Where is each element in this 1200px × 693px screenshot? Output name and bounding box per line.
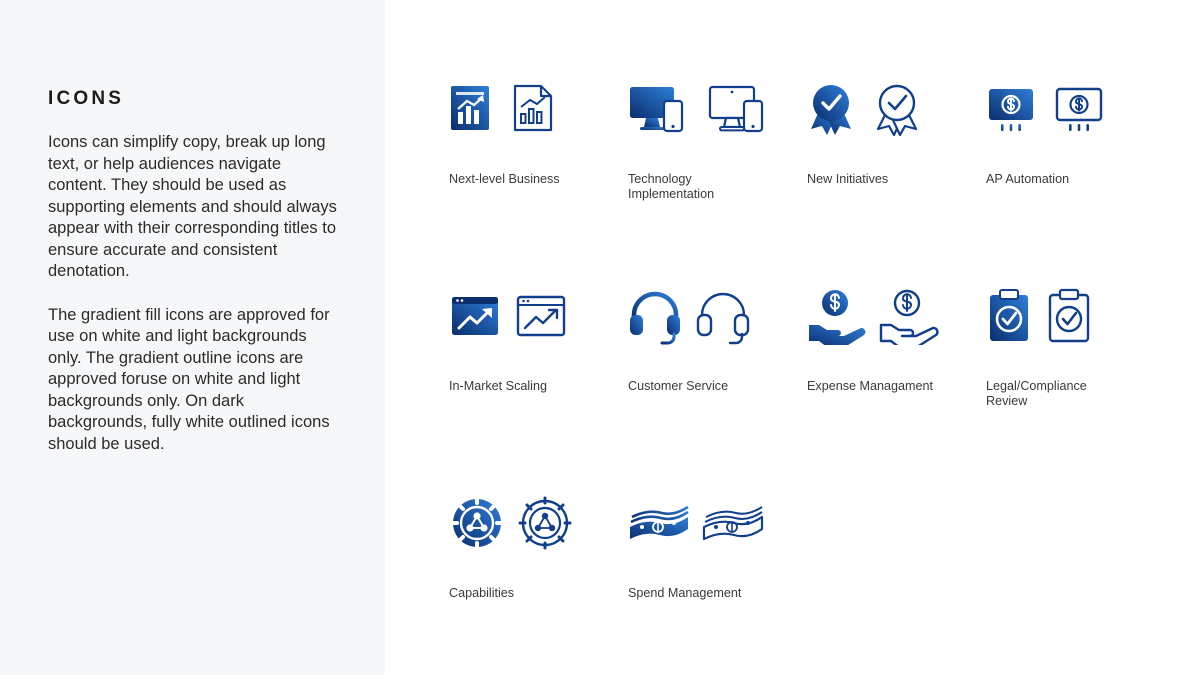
icon-caption: In-Market Scaling — [449, 379, 547, 393]
icon-cell-new-initiatives — [807, 72, 986, 279]
growth-chart-window-outline-icon — [515, 289, 569, 343]
icon-cell-legal-compliance-review — [986, 279, 1165, 486]
award-ribbon-check-outline-icon — [873, 81, 927, 137]
icon-pair — [628, 72, 807, 146]
icon-pair — [628, 486, 807, 560]
icon-caption: Spend Management — [628, 586, 742, 600]
sidebar — [0, 0, 385, 675]
icon-pair — [449, 486, 628, 560]
icon-caption: Capabilities — [449, 586, 515, 600]
icon-cell-spend-management — [628, 486, 807, 693]
icon-gallery — [385, 0, 1200, 675]
icon-caption: AP Automation — [986, 172, 1070, 186]
hand-dollar-outline-icon — [879, 287, 939, 345]
gear-network-outline-icon — [517, 494, 573, 552]
headset-outline-icon — [696, 287, 752, 345]
sidebar-paragraph-2: The gradient fill icons are approved for use on white and light backgrounds only. The gradient outline icons are approved foruse on white and light backgrounds only. On dark backgrounds, fully white outlined icons should be used. — [48, 305, 330, 453]
headset-filled-icon — [628, 287, 684, 345]
icon-pair — [449, 72, 628, 146]
cash-stack-outline-icon — [702, 499, 764, 547]
growth-chart-window-filled-icon — [449, 289, 503, 343]
bar-chart-document-outline-icon — [511, 82, 561, 136]
icon-pair — [449, 279, 628, 353]
icon-pair — [628, 279, 807, 353]
icon-caption: Expense Managament — [807, 379, 934, 393]
icon-caption: New Initiatives — [807, 172, 889, 186]
monitor-dollar-filled-icon — [986, 81, 1042, 137]
icon-grid — [449, 72, 1189, 693]
award-ribbon-check-filled-icon — [807, 81, 861, 137]
icon-caption: Next-level Business — [449, 172, 560, 186]
sidebar-paragraph-1: Icons can simplify copy, break up long text, or help audiences navigate content. They should be used as supporting elements and should always appear with their corresponding titles to ensure accurate and consistent denotation. — [48, 133, 337, 280]
icon-pair — [986, 72, 1165, 146]
desktop-mobile-filled-icon — [628, 81, 696, 137]
icon-pair — [807, 72, 986, 146]
icon-cell-in-market-scaling — [449, 279, 628, 486]
icon-cell-ap-automation — [986, 72, 1165, 279]
hand-dollar-filled-icon — [807, 287, 867, 345]
icon-caption: Technology Implementation — [628, 172, 715, 202]
icon-cell-customer-service — [628, 279, 807, 486]
clipboard-check-filled-icon — [986, 287, 1034, 345]
bar-chart-document-filled-icon — [449, 82, 499, 136]
icon-caption: Legal/Compliance Review — [986, 379, 1087, 409]
monitor-dollar-outline-icon — [1054, 81, 1110, 137]
icon-pair — [807, 279, 986, 353]
icon-cell-capabilities — [449, 486, 628, 693]
desktop-mobile-outline-icon — [708, 81, 776, 137]
icon-caption: Customer Service — [628, 379, 729, 393]
page-title: ICONS — [48, 88, 125, 109]
cash-stack-filled-icon — [628, 499, 690, 547]
icon-cell-technology-implementation — [628, 72, 807, 279]
icon-cell-next-level-business — [449, 72, 628, 279]
icon-pair — [986, 279, 1165, 353]
clipboard-check-outline-icon — [1046, 287, 1094, 345]
icon-cell-expense-management — [807, 279, 986, 486]
gear-network-filled-icon — [449, 494, 505, 552]
